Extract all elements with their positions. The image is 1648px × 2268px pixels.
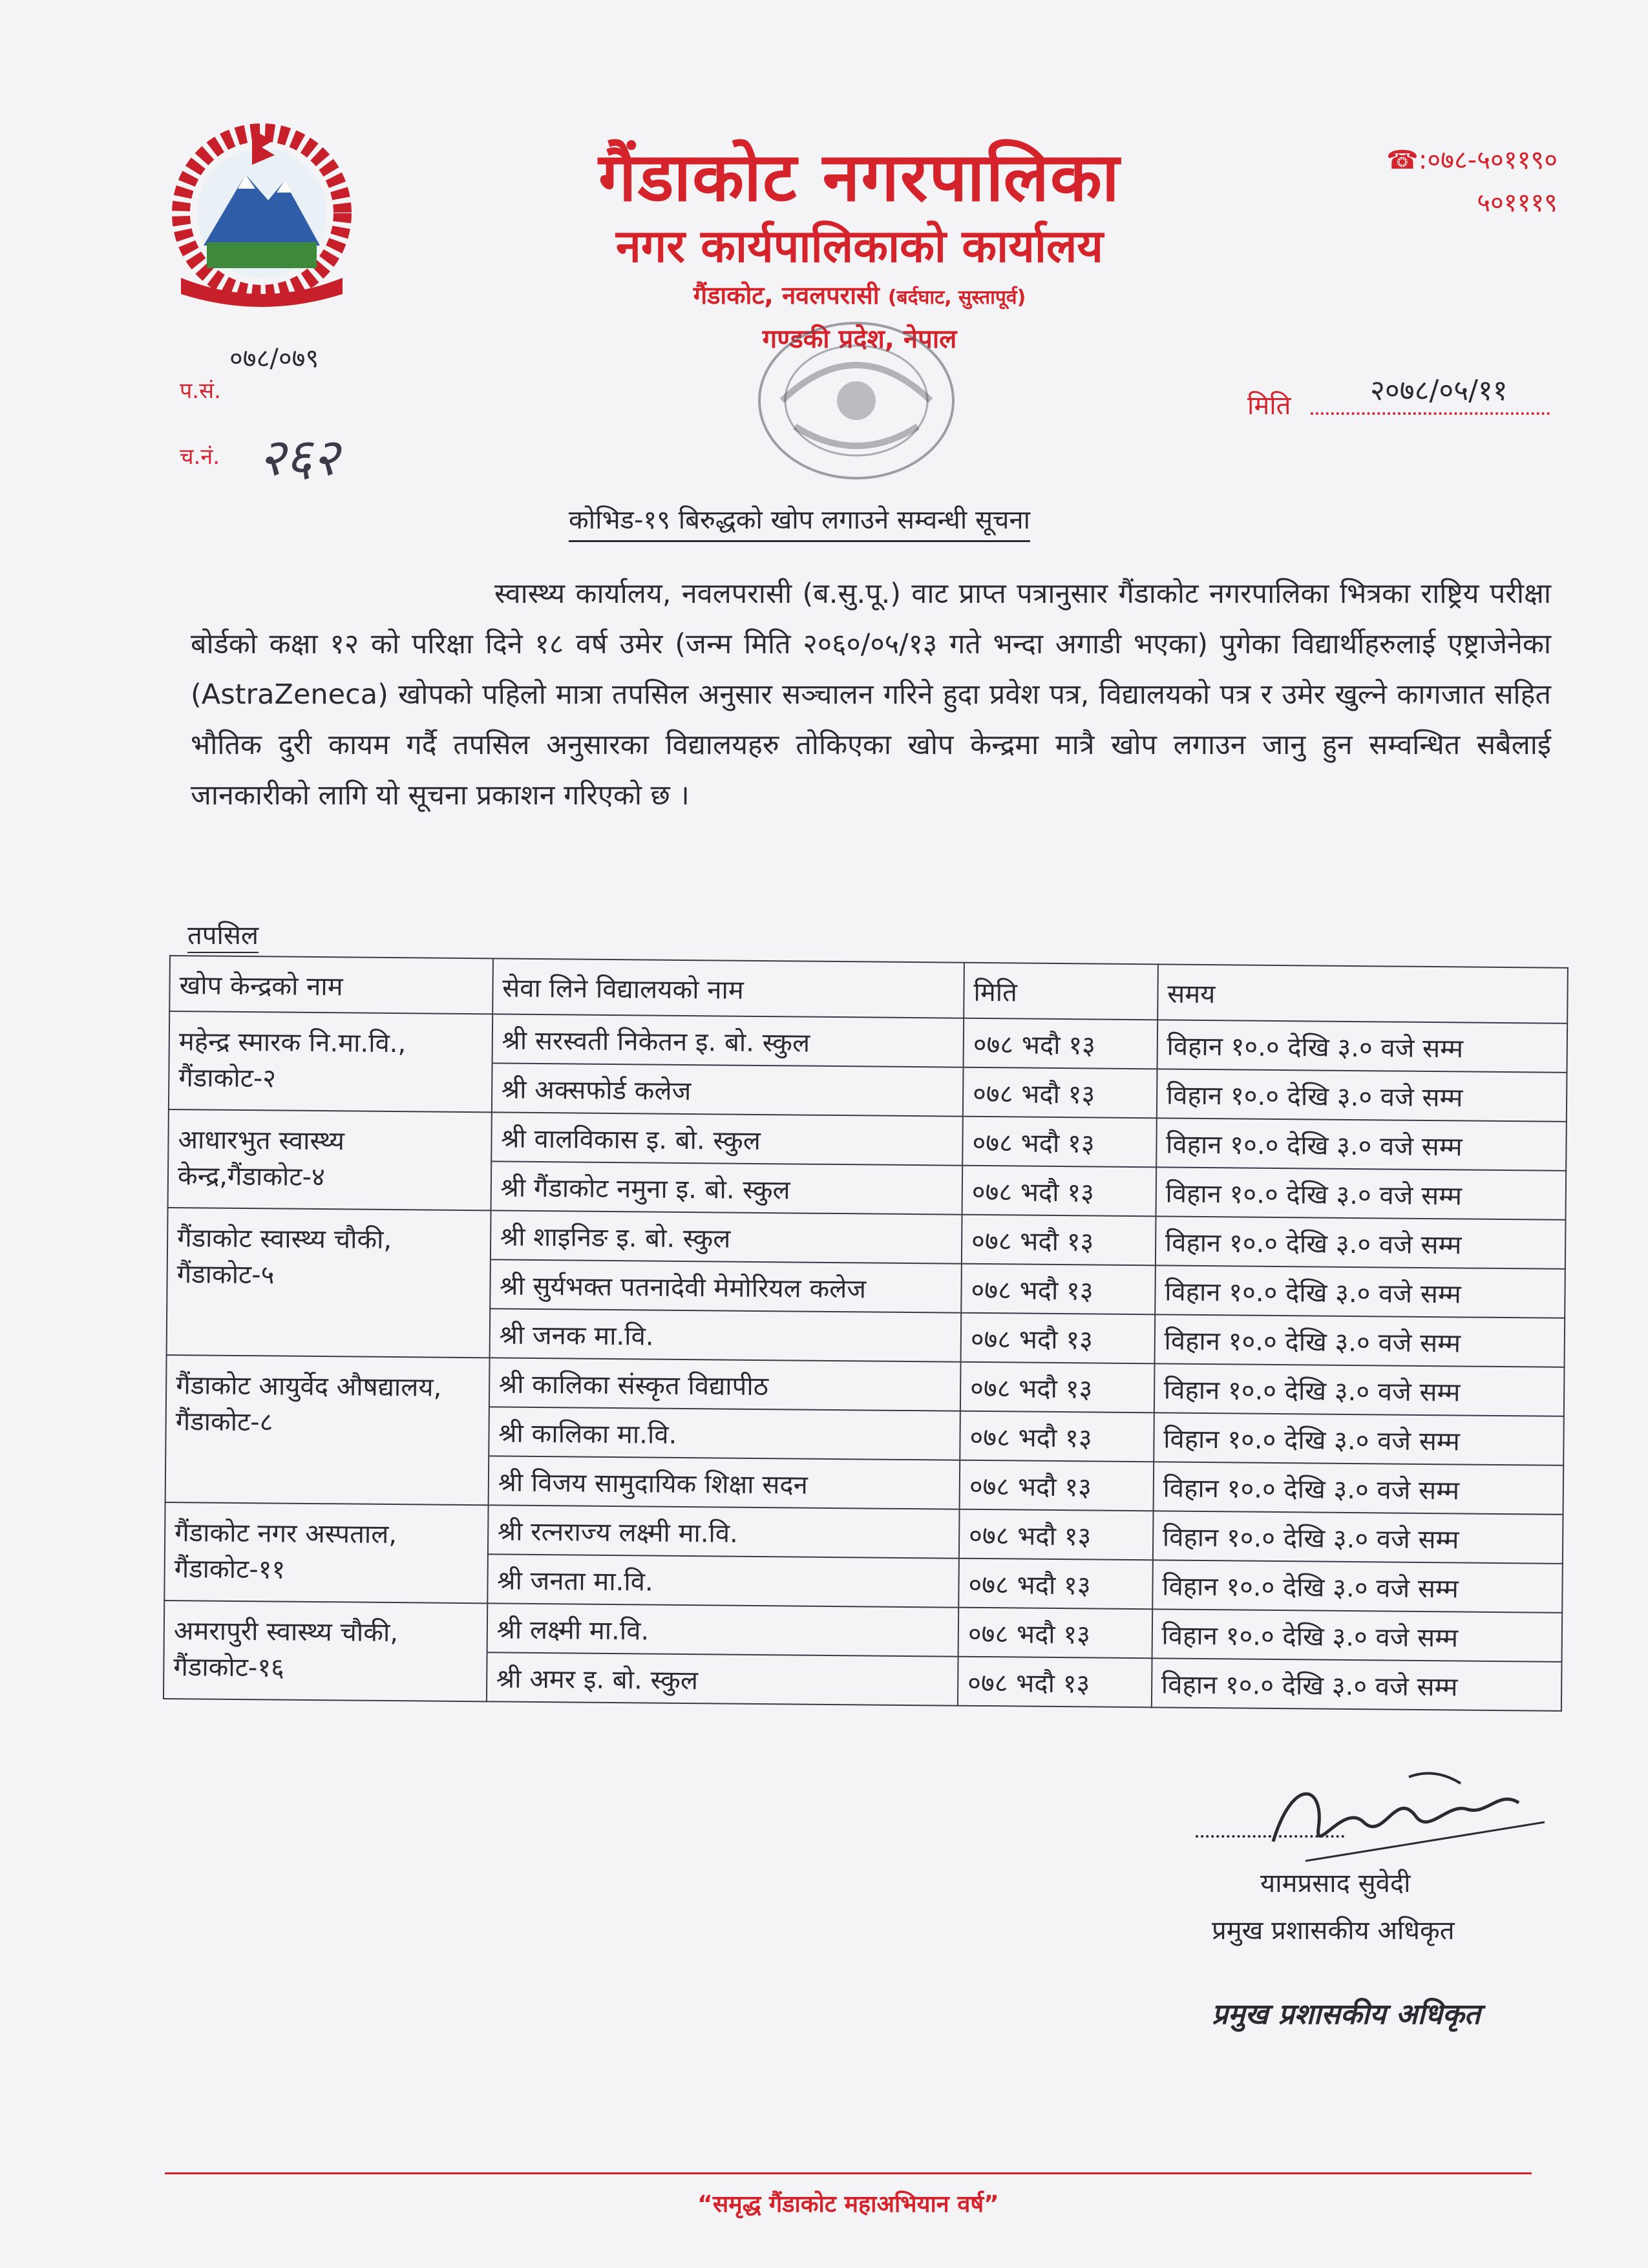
header-time: समय (1157, 964, 1568, 1024)
school-name: श्री वालविकास इ. बो. स्कुल (491, 1112, 963, 1165)
date-cell: ०७८ भदौ १३ (961, 1313, 1155, 1364)
date-cell: ०७८ भदौ १३ (963, 1018, 1157, 1069)
center-name: गैंडाकोट आयुर्वेद औषद्यालय, गैंडाकोट-८ (165, 1355, 490, 1505)
date-dotted-line (1311, 412, 1550, 415)
time-cell: विहान १०.० देखि ३.० वजे सम्म (1155, 1265, 1565, 1318)
school-name: श्री विजय सामुदायिक शिक्षा सदन (488, 1456, 960, 1509)
address-main: गैंडाकोट, नवलपरासी (693, 281, 880, 310)
school-name: श्री शाइनिङ इ. बो. स्कुल (491, 1210, 962, 1263)
signatory-title: प्रमुख प्रशासकीय अधिकृत (1212, 1916, 1455, 1946)
tapasil-label: तपसिल (187, 916, 259, 953)
phone-2: ५०१११९ (1477, 188, 1558, 218)
header-center: खोप केन्द्रको नाम (169, 956, 492, 1014)
org-name: गैंडाकोट नगरपालिका (598, 138, 1121, 216)
date-cell: ०७८ भदौ १३ (959, 1509, 1153, 1560)
cn-value: २६२ (259, 427, 339, 487)
header-date: मिति (964, 963, 1157, 1020)
province: गण्डकी प्रदेश, नेपाल (762, 324, 957, 354)
center-name: गैंडाकोट स्वास्थ्य चौकी, गैंडाकोट-५ (167, 1208, 491, 1358)
telephone-icon: ☎: (1386, 145, 1428, 175)
school-name: श्री जनता मा.वि. (487, 1554, 959, 1607)
school-name: श्री रत्नराज्य लक्ष्मी मा.वि. (488, 1505, 960, 1558)
school-name: श्री जनक मा.वि. (489, 1308, 961, 1361)
cn-label: च.नं. (180, 444, 220, 470)
date-cell: ०७८ भदौ १३ (958, 1559, 1152, 1610)
time-cell: विहान १०.० देखि ३.० वजे सम्म (1152, 1658, 1562, 1711)
nepal-emblem-logo (155, 116, 368, 310)
school-name: श्री अमर इ. बो. स्कुल (487, 1652, 958, 1705)
date-cell: ०७८ भदौ १३ (962, 1166, 1156, 1217)
school-name: श्री गैंडाकोट नमुना इ. बो. स्कुल (491, 1161, 962, 1214)
footer-rule (165, 2172, 1532, 2174)
signature-dotted-line (1196, 1835, 1344, 1838)
date-cell: ०७८ भदौ १३ (958, 1657, 1152, 1708)
time-cell: विहान १०.० देखि ३.० वजे सम्म (1156, 1118, 1567, 1171)
center-name: अमरापुरी स्वास्थ्य चौकी, गैंडाकोट-१६ (164, 1601, 487, 1701)
time-cell: विहान १०.० देखि ३.० वजे सम्म (1153, 1511, 1563, 1564)
date-cell: ०७८ भदौ १३ (960, 1362, 1154, 1413)
time-cell: विहान १०.० देखि ३.० वजे सम्म (1153, 1462, 1563, 1515)
date-cell: ०७८ भदौ १३ (962, 1215, 1156, 1266)
signatory-name: यामप्रसाद सुवेदी (1260, 1869, 1411, 1898)
date-cell: ०७८ भदौ १३ (960, 1411, 1154, 1462)
date-cell: ०७८ भदौ १३ (963, 1067, 1157, 1118)
date-cell: ०७८ भदौ १३ (960, 1460, 1154, 1511)
handwritten-signature (1267, 1764, 1558, 1874)
time-cell: विहान १०.० देखि ३.० वजे सम्म (1154, 1314, 1565, 1367)
office-name: नगर कार्यपालिकाको कार्यालय (615, 220, 1104, 273)
time-cell: विहान १०.० देखि ३.० वजे सम्म (1152, 1560, 1563, 1613)
ps-label: प.सं. (180, 378, 221, 404)
center-name: महेन्द्र स्मारक नि.मा.वि., गैंडाकोट-२ (169, 1011, 492, 1112)
date-cell: ०७८ भदौ १३ (958, 1608, 1152, 1659)
office-seal-stamp (743, 304, 976, 498)
time-cell: विहान १०.० देखि ३.० वजे सम्म (1157, 1020, 1567, 1073)
school-name: श्री लक्ष्मी मा.वि. (487, 1603, 958, 1656)
notice-body: स्वास्थ्य कार्यालय, नवलपरासी (ब.सु.पू.) वाट प्राप्त पत्रानुसार गैंडाकोट नगरपालिका भित्रका राष्ट्रिय परीक्षा बोर्डको कक्षा १२ को परिक्षा दिने १८ वर्ष उमेर (जन्म मिति २०६०/०५/१३ गते भन्दा अगाडी भएका) पुगेका विद्यार्थीहरुलाई एष्ट्राजेनेका (AstraZeneca) खोपको पहिलो मात्रा तपसिल अनुसार सञ्चालन गरिने हुदा प्रवेश पत्र, विद्यालयको पत्र र उमेर खुल्ने कागजात सहित भौतिक दुरी कायम गर्दै तपसिल अनुसारका विद्यालयहरु तोकिएका खोप केन्द्रमा मात्रै खोप लगाउन जानु हुन सम्वन्धित सबैलाई जानकारीको लागि यो सूचना प्रकाशन गरिएको छ । (191, 578, 1551, 812)
time-cell: विहान १०.० देखि ३.० वजे सम्म (1157, 1069, 1567, 1122)
school-name: श्री अक्सफोर्ड कलेज (492, 1063, 964, 1116)
date-cell: ०७८ भदौ १३ (962, 1117, 1156, 1168)
date-cell: ०७८ भदौ १३ (961, 1264, 1155, 1315)
phone-block (1344, 139, 1558, 224)
date-label: मिति (1247, 391, 1291, 421)
school-name: श्री सरस्वती निकेतन इ. बो. स्कुल (492, 1014, 964, 1067)
ps-value: ०७८/०७९ (229, 344, 319, 373)
notice-subject: कोभिड-१९ बिरुद्धको खोप लगाउने सम्वन्धी सूचना (569, 501, 1030, 542)
time-cell: विहान १०.० देखि ३.० वजे सम्म (1154, 1363, 1565, 1416)
footer-slogan: “समृद्ध गैंडाकोट महाअभियान वर्ष” (697, 2191, 999, 2218)
vaccination-schedule-table (163, 955, 1569, 1712)
time-cell: विहान १०.० देखि ३.० वजे सम्म (1156, 1167, 1566, 1220)
designation-stamp: प्रमुख प्रशासकीय अधिकृत (1212, 1998, 1481, 2031)
school-name: श्री कालिका संस्कृत विद्यापीठ (489, 1358, 961, 1411)
time-cell: विहान १०.० देखि ३.० वजे सम्म (1154, 1412, 1564, 1465)
center-name: गैंडाकोट नगर अस्पताल, गैंडाकोट-११ (164, 1502, 488, 1603)
date-value: २०७८/०५/११ (1370, 374, 1508, 407)
time-cell: विहान १०.० देखि ३.० वजे सम्म (1156, 1216, 1566, 1269)
header-school: सेवा लिने विद्यालयको नाम (492, 958, 964, 1018)
school-name: श्री कालिका मा.वि. (489, 1407, 960, 1460)
time-cell: विहान १०.० देखि ३.० वजे सम्म (1152, 1609, 1562, 1662)
school-name: श्री सुर्यभक्त पतनादेवी मेमोरियल कलेज (490, 1259, 962, 1312)
center-name: आधारभुत स्वास्थ्य केन्द्र,गैंडाकोट-४ (168, 1109, 492, 1210)
address-note: (बर्दघाट, सुस्तापूर्व) (887, 286, 1026, 309)
phone-1: ०७८-५०११९० (1427, 145, 1558, 175)
